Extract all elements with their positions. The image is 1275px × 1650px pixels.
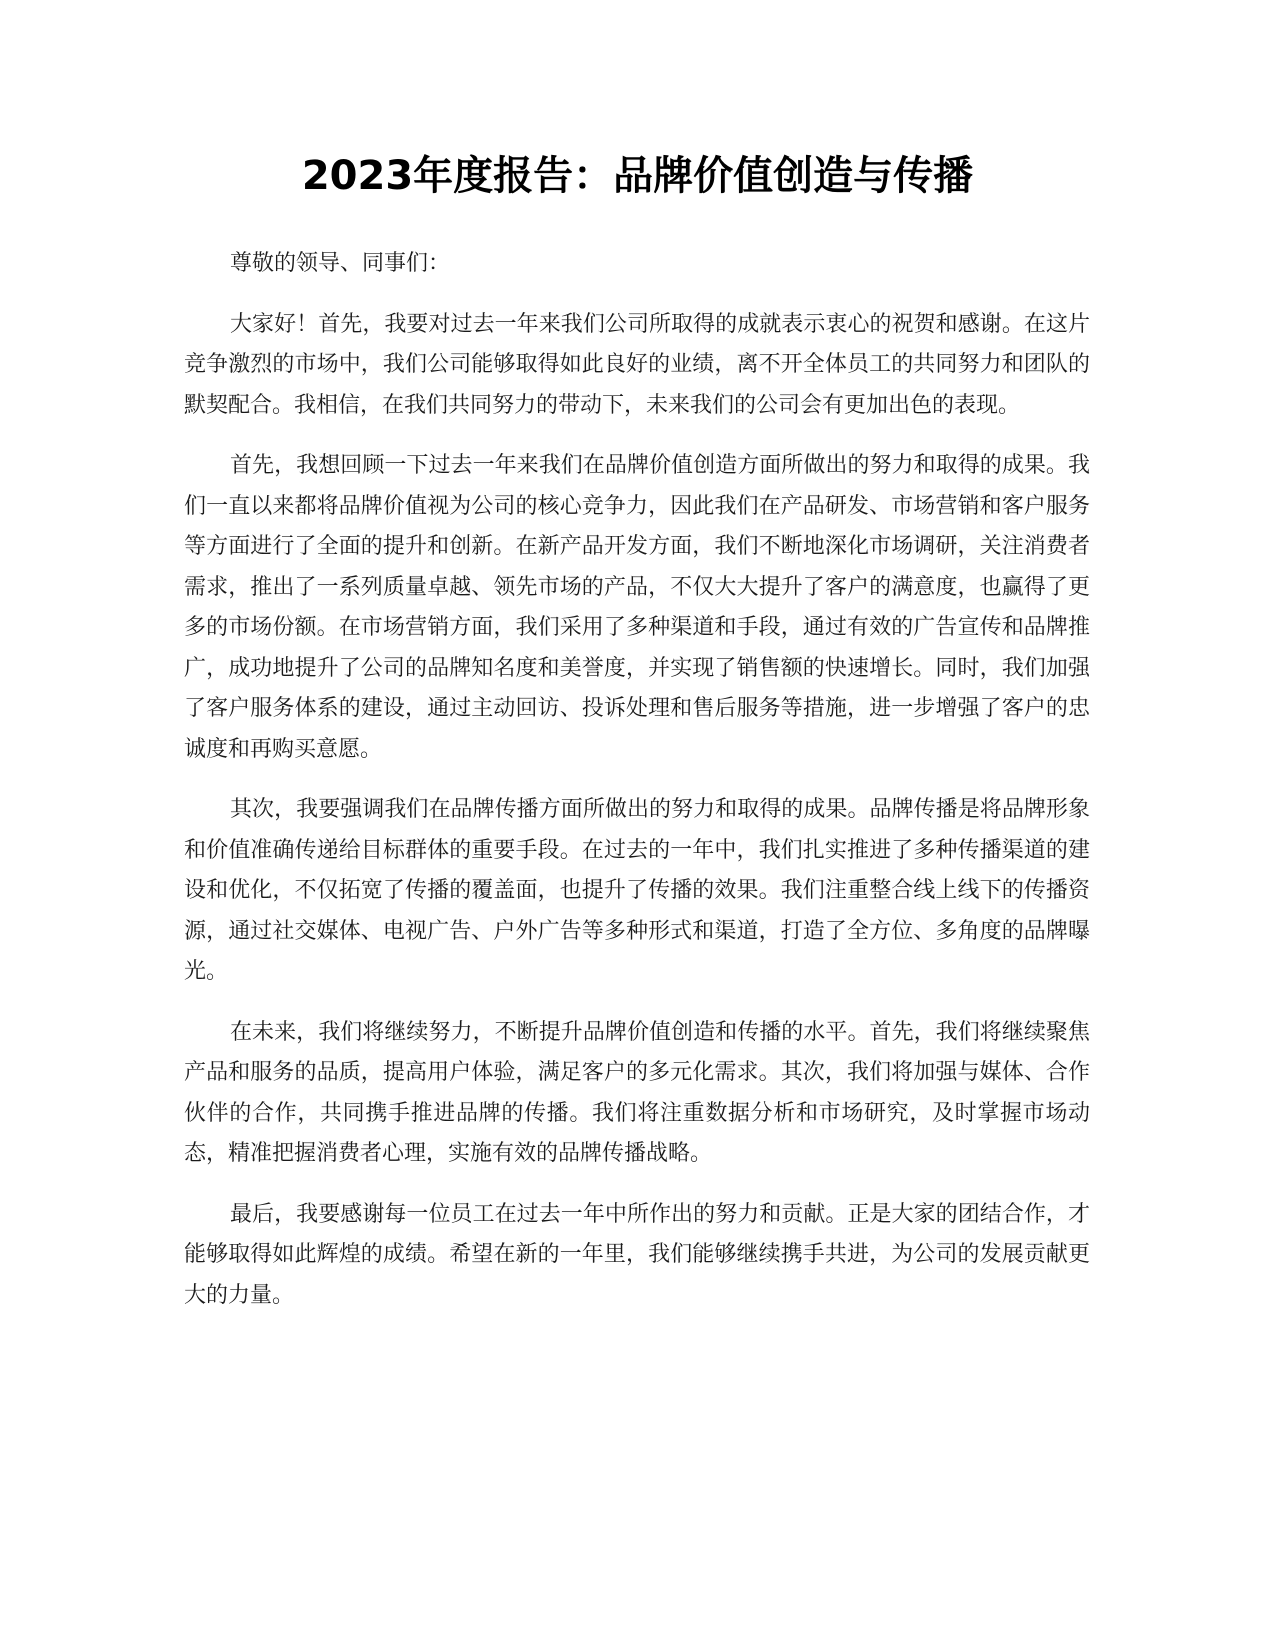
paragraph-future-plans: 在未来，我们将继续努力，不断提升品牌价值创造和传播的水平。首先，我们将继续聚焦产品和服务的品质，提高用户体验，满足客户的多元化需求。其次，我们将加强与媒体、合作伙伴的合作，共同携手推进品牌的传播。我们将注重数据分析和市场研究，及时掌握市场动态，精准把握消费者心理，实施有效的品牌传播战略。 <box>184 1019 1090 1166</box>
paragraph-brand-communication: 其次，我要强调我们在品牌传播方面所做出的努力和取得的成果。品牌传播是将品牌形象和价值准确传递给目标群体的重要手段。在过去的一年中，我们扎实推进了多种传播渠道的建设和优化，不仅拓宽了传播的覆盖面，也提升了传播的效果。我们注重整合线上线下的传播资源，通过社交媒体、电视广告、户外广告等多种形式和渠道，打造了全方位、多角度的品牌曝光。 <box>184 797 1090 984</box>
document-title: 2023年度报告：品牌价值创造与传播 <box>301 153 974 199</box>
salutation: 尊敬的领导、同事们： <box>230 251 451 276</box>
paragraph-greeting: 大家好！首先，我要对过去一年来我们公司所取得的成就表示衷心的祝贺和感谢。在这片竞争激烈的市场中，我们公司能够取得如此良好的业绩，离不开全体员工的共同努力和团队的默契配合。我相信，在我们共同努力的带动下，未来我们的公司会有更加出色的表现。 <box>184 311 1090 418</box>
paragraph-brand-value: 首先，我想回顾一下过去一年来我们在品牌价值创造方面所做出的努力和取得的成果。我们一直以来都将品牌价值视为公司的核心竞争力，因此我们在产品研发、市场营销和客户服务等方面进行了全面的提升和创新。在新产品开发方面，我们不断地深化市场调研，关注消费者需求，推出了一系列质量卓越、领先市场的产品，不仅大大提升了客户的满意度，也赢得了更多的市场份额。在市场营销方面，我们采用了多种渠道和手段，通过有效的广告宣传和品牌推广，成功地提升了公司的品牌知名度和美誉度，并实现了销售额的快速增长。同时，我们加强了客户服务体系的建设，通过主动回访、投诉处理和售后服务等措施，进一步增强了客户的忠诚度和再购买意愿。 <box>184 453 1090 762</box>
paragraph-closing: 最后，我要感谢每一位员工在过去一年中所作出的努力和贡献。正是大家的团结合作，才能够取得如此辉煌的成绩。希望在新的一年里，我们能够继续携手共进，为公司的发展贡献更大的力量。 <box>184 1201 1090 1308</box>
document-body <box>184 244 1090 1336</box>
